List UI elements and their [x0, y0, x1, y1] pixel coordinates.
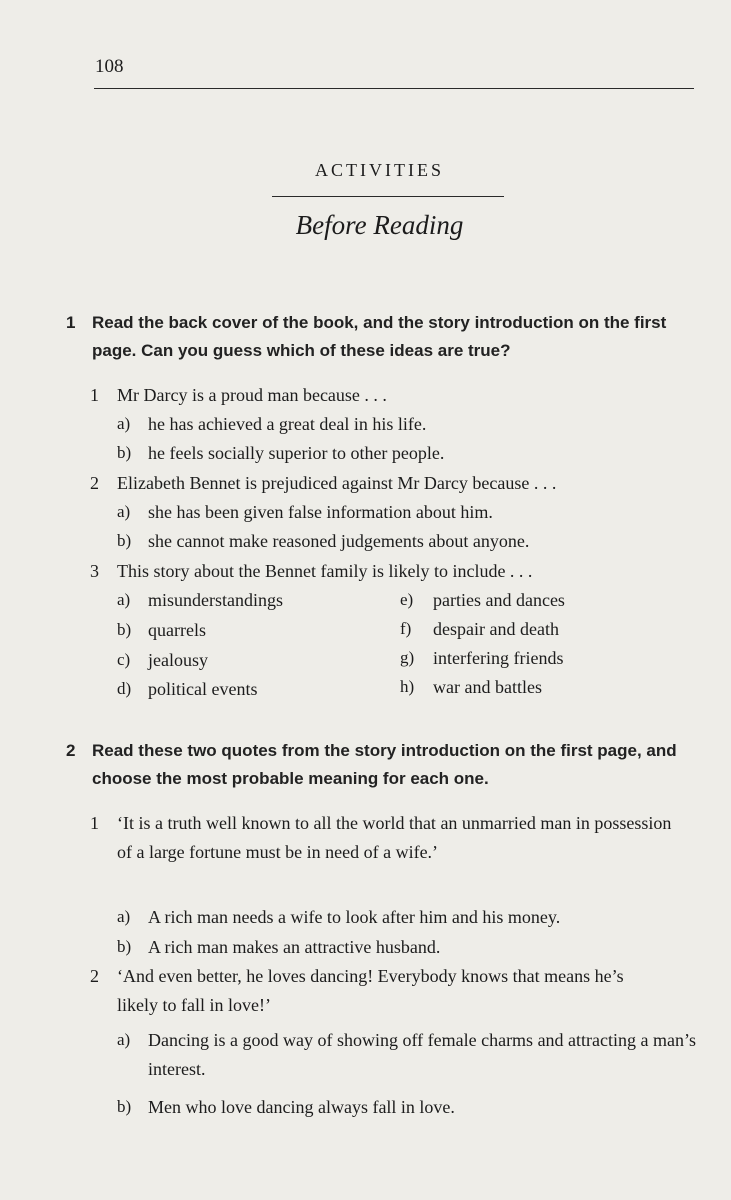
- option-text: A rich man needs a wife to look after him and his money.: [148, 907, 561, 927]
- question-text: Read the back cover of the book, and the story introduction on the first page. Can you guess which of these ideas are true?: [92, 313, 667, 360]
- option-text: misunderstandings: [148, 590, 283, 610]
- option-text: political events: [148, 679, 258, 699]
- option-text: despair and death: [433, 619, 559, 639]
- item-text: Mr Darcy is a proud man because . . .: [117, 385, 387, 405]
- option-text: jealousy: [148, 650, 208, 670]
- option-text: Men who love dancing always fall in love.: [148, 1097, 455, 1117]
- question-number: 1: [66, 313, 76, 332]
- item-number: 2: [90, 473, 99, 493]
- item-number: 3: [90, 561, 99, 581]
- title-divider: [272, 196, 504, 197]
- item-number: 2: [90, 966, 99, 986]
- question-text: Read these two quotes from the story introduction on the first page, and choose the most probable meaning for each one.: [92, 741, 677, 788]
- option-letter: b): [117, 443, 132, 462]
- option-text: she has been given false information about him.: [148, 502, 493, 522]
- item-text: ‘And even better, he loves dancing! Everybody knows that means he’s likely to fall in love!’: [117, 966, 624, 1015]
- item-number: 1: [90, 813, 99, 833]
- option-letter: a): [117, 1030, 131, 1049]
- option-letter: e): [400, 590, 414, 609]
- option-text: he feels socially superior to other people.: [148, 443, 445, 463]
- item-number: 1: [90, 385, 99, 405]
- option-letter: d): [117, 679, 132, 698]
- option-letter: a): [117, 590, 131, 609]
- option-letter: a): [117, 502, 131, 521]
- option-text: interfering friends: [433, 648, 564, 668]
- section-title: ACTIVITIES: [315, 160, 444, 180]
- option-letter: g): [400, 648, 415, 667]
- page-number: 108: [95, 56, 124, 77]
- option-text: war and battles: [433, 677, 542, 697]
- option-text: parties and dances: [433, 590, 565, 610]
- option-text: Dancing is a good way of showing off female charms and attracting a man’s interest.: [148, 1030, 697, 1079]
- section-subtitle: Before Reading: [295, 210, 464, 240]
- option-text: quarrels: [148, 620, 206, 640]
- item-text: Elizabeth Bennet is prejudiced against Mr Darcy because . . .: [117, 473, 557, 493]
- option-text: she cannot make reasoned judgements about anyone.: [148, 531, 530, 551]
- option-text: A rich man makes an attractive husband.: [148, 937, 441, 957]
- item-text: This story about the Bennet family is likely to include . . .: [117, 561, 533, 581]
- option-letter: h): [400, 677, 415, 696]
- option-text: he has achieved a great deal in his life.: [148, 414, 427, 434]
- item-text: ‘It is a truth well known to all the world that an unmarried man in possession of a large fortune must be in need of a wife.’: [117, 813, 672, 862]
- option-letter: c): [117, 650, 131, 669]
- option-letter: b): [117, 531, 132, 550]
- option-letter: a): [117, 414, 131, 433]
- header-divider: [94, 88, 694, 89]
- option-letter: b): [117, 937, 132, 956]
- option-letter: b): [117, 620, 132, 639]
- option-letter: b): [117, 1097, 132, 1116]
- option-letter: f): [400, 619, 412, 638]
- question-number: 2: [66, 741, 76, 760]
- option-letter: a): [117, 907, 131, 926]
